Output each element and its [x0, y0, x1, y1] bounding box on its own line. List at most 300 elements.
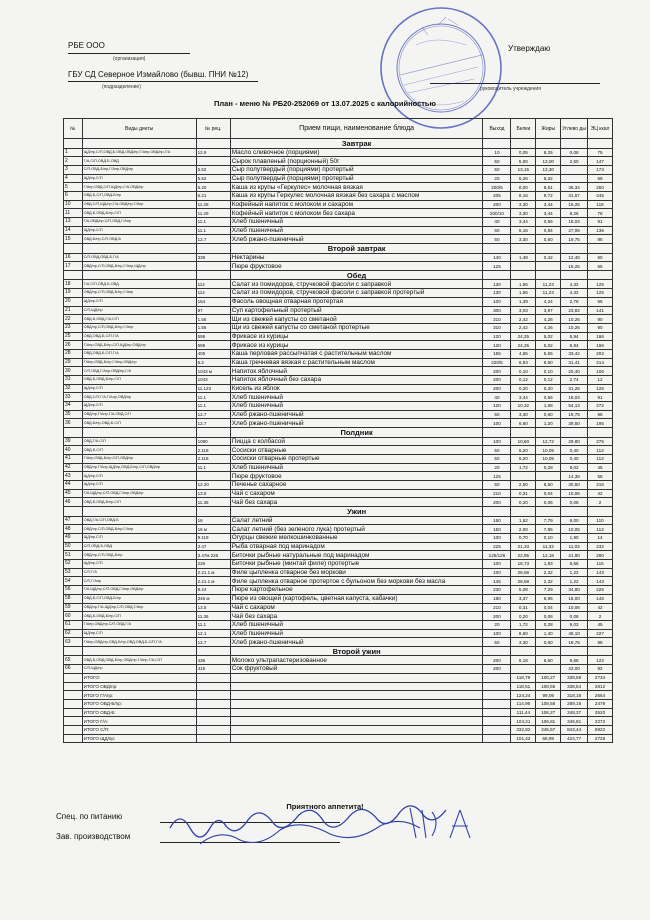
row-output: 20: [483, 174, 511, 183]
row-kcal: 225: [588, 586, 613, 595]
row-output: 200/5: [483, 183, 511, 192]
row-fat: 8,25: [536, 148, 561, 157]
row-protein: 0,20: [511, 384, 536, 393]
menu-row: [64, 332, 613, 341]
totals-spacer: [196, 673, 230, 682]
row-fat: 3,97: [536, 306, 561, 315]
head-caption: руководитель учреждения: [480, 86, 541, 92]
row-kcal: 90: [588, 315, 613, 324]
totals-label: ИТОГО:: [82, 673, 196, 682]
row-recipe-number: 11.1: [196, 218, 230, 227]
row-kcal: 42: [588, 489, 613, 498]
row-number: 23: [64, 323, 83, 332]
totals-kcal: 2812: [588, 682, 613, 691]
row-dish-name: Кисель из яблок: [230, 384, 483, 393]
row-protein: 18,73: [511, 560, 536, 569]
menu-row: [64, 455, 613, 464]
meal-spacer: [511, 270, 536, 280]
row-protein: 1,72: [511, 463, 536, 472]
row-output: 120: [483, 341, 511, 350]
row-protein: 0,05: [511, 148, 536, 157]
totals-spacer: [230, 682, 483, 691]
totals-spacer: [64, 708, 83, 717]
row-diet-codes: ОВД/пр,С/П,ОВД-Б/пр,Г/Апр,ЩД/пр: [82, 262, 196, 271]
totals-spacer: [196, 734, 230, 743]
meal-header-row: [64, 270, 613, 280]
meal-spacer: [483, 244, 511, 254]
row-output: 40: [483, 218, 511, 227]
row-fat: 0,60: [536, 638, 561, 647]
row-output: 300: [483, 306, 511, 315]
meal-spacer: [588, 507, 613, 517]
row-protein: 24,25: [511, 341, 536, 350]
meal-name: Обед: [230, 270, 483, 280]
menu-row: [64, 568, 613, 577]
totals-row: [64, 725, 613, 734]
menu-row: [64, 463, 613, 472]
row-protein: 0,20: [511, 498, 536, 507]
menu-row: [64, 341, 613, 350]
row-protein: 4,65: [511, 349, 536, 358]
row-diet-codes: Г/Апр,ОВД,С/П,ЩД/пр,Г/А,ОВД/пр: [82, 183, 196, 192]
row-dish-name: Биточки рыбные (минтай филе) протертые: [230, 560, 483, 569]
row-carbs: 19,75: [561, 410, 588, 419]
row-fat: 3,44: [536, 209, 561, 218]
row-recipe-number: [196, 472, 230, 481]
row-number: 32: [64, 384, 83, 393]
meal-spacer: [483, 270, 511, 280]
totals-fat: 108,55: [536, 682, 561, 691]
row-kcal: 42: [588, 603, 613, 612]
row-recipe-number: 12.1: [196, 629, 230, 638]
row-fat: 6,60: [536, 656, 561, 665]
col-dish-name: Прием пищи, наименование блюда: [230, 119, 483, 139]
row-number: 42: [64, 463, 83, 472]
menu-row: [64, 498, 613, 507]
row-recipe-number: 6.21: [196, 191, 230, 200]
row-diet-codes: С/П,Г/А: [82, 568, 196, 577]
row-diet-codes: ЩД/пр,С/П: [82, 297, 196, 306]
row-carbs: 36,34: [561, 183, 588, 192]
subdivision-name: ГБУ СД Северное Измайлово (бывш. ПНИ №12): [68, 70, 249, 79]
row-fat: 4,24: [536, 297, 561, 306]
meal-spacer: [561, 428, 588, 438]
totals-spacer: [230, 717, 483, 726]
row-carbs: 2,50: [561, 157, 588, 166]
row-fat: 0,04: [536, 489, 561, 498]
row-diet-codes: Г/А,ОВД/пр,С/П,ОВД,Г/Апр: [82, 218, 196, 227]
meal-spacer: [483, 428, 511, 438]
row-diet-codes: Г/Апр,ОВД-Б/пр,Г/Апр,ОВД/пр: [82, 358, 196, 367]
menu-row: [64, 472, 613, 481]
row-kcal: 214: [588, 358, 613, 367]
row-number: 61: [64, 620, 83, 629]
totals-spacer: [196, 699, 230, 708]
row-dish-name: Хлеб пшеничный: [230, 620, 483, 629]
row-carbs: 8,66: [561, 560, 588, 569]
row-number: 18: [64, 280, 83, 289]
row-carbs: 23,00: [561, 665, 588, 674]
row-diet-codes: ОВД-Б/пр,С/П,ОВД-Б: [82, 235, 196, 244]
meal-spacer: [82, 646, 196, 656]
row-diet-codes: ЩД/пр,С/П: [82, 472, 196, 481]
row-number: 51: [64, 551, 83, 560]
row-recipe-number: 405: [196, 349, 230, 358]
row-dish-name: Пюре картофельное: [230, 586, 483, 595]
meal-spacer: [196, 428, 230, 438]
meal-spacer: [196, 244, 230, 254]
row-number: 41: [64, 455, 83, 464]
row-carbs: 9,68: [561, 656, 588, 665]
row-carbs: 2,74: [561, 376, 588, 385]
row-protein: 22,95: [511, 551, 536, 560]
row-kcal: 232: [588, 542, 613, 551]
totals-spacer: [483, 708, 511, 717]
totals-spacer: [230, 691, 483, 700]
row-kcal: 216: [588, 481, 613, 490]
row-number: 16: [64, 253, 83, 262]
totals-label: ИТОГО Г/Апр:: [82, 691, 196, 700]
totals-spacer: [196, 725, 230, 734]
row-recipe-number: [196, 262, 230, 271]
row-number: 52: [64, 560, 83, 569]
row-number: 6: [64, 191, 83, 200]
row-output: 145: [483, 577, 511, 586]
menu-row: [64, 525, 613, 534]
row-recipe-number: 11.123: [196, 384, 230, 393]
row-recipe-number: 599: [196, 341, 230, 350]
menu-row: [64, 235, 613, 244]
row-kcal: 98: [588, 638, 613, 647]
row-diet-codes: ЩД/пр,С/П: [82, 226, 196, 235]
row-protein: 8,16: [511, 191, 536, 200]
row-kcal: 69: [588, 174, 613, 183]
row-dish-name: Рыба отварная под маринадом: [230, 542, 483, 551]
totals-protein: 332,82: [511, 725, 536, 734]
row-output: 200: [483, 498, 511, 507]
row-fat: 2,32: [536, 577, 561, 586]
row-protein: 3,30: [511, 200, 536, 209]
row-fat: 12,18: [536, 551, 561, 560]
row-protein: 21,33: [511, 542, 536, 551]
row-number: 15: [64, 235, 83, 244]
row-protein: 6,93: [511, 358, 536, 367]
meal-spacer: [561, 244, 588, 254]
row-number: 13: [64, 218, 83, 227]
row-diet-codes: С/П,ОВД,Г/Апр,ОВД/пр,Г/А: [82, 367, 196, 376]
menu-row: [64, 367, 613, 376]
row-recipe-number: 1.56: [196, 315, 230, 324]
menu-row: [64, 638, 613, 647]
row-dish-name: Сок фруктовый: [230, 665, 483, 674]
meal-spacer: [561, 646, 588, 656]
row-output: 130: [483, 280, 511, 289]
row-protein: 5,20: [511, 455, 536, 464]
row-protein: 0,31: [511, 603, 536, 612]
meal-spacer: [64, 507, 83, 517]
row-diet-codes: ОВД/пр,Г/Апр,Г/А,ОВД,С/П: [82, 410, 196, 419]
row-output: 40: [483, 393, 511, 402]
row-number: 22: [64, 315, 83, 324]
row-diet-codes: Г/Апр,ОВД/пр,ОВД-Б/пр,ОВД,ОВД-Б,С/П,Г/А: [82, 638, 196, 647]
menu-row: [64, 594, 613, 603]
row-protein: 3,30: [511, 638, 536, 647]
menu-row: [64, 481, 613, 490]
totals-spacer: [230, 699, 483, 708]
totals-protein: 124,24: [511, 691, 536, 700]
row-number: 48: [64, 525, 83, 534]
row-output: 130: [483, 289, 511, 298]
row-diet-codes: Г/А,С/П,ОВД-Б,ОВД: [82, 157, 196, 166]
row-fat: 0,20: [536, 384, 561, 393]
row-number: 44: [64, 481, 83, 490]
row-carbs: 10,26: [561, 315, 588, 324]
row-recipe-number: 11.1: [196, 402, 230, 411]
row-diet-codes: ЩД/пр,С/П: [82, 481, 196, 490]
row-dish-name: Пюре из овощей (картофель, цветная капуста, кабачки): [230, 594, 483, 603]
row-carbs: 5,94: [561, 341, 588, 350]
row-protein: 1,56: [511, 289, 536, 298]
row-output: 310: [483, 315, 511, 324]
meal-spacer: [64, 244, 83, 254]
row-number: 56: [64, 586, 83, 595]
row-recipe-number: 3.47: [196, 542, 230, 551]
row-recipe-number: 599: [196, 332, 230, 341]
row-protein: 3,44: [511, 218, 536, 227]
row-dish-name: Чай без сахара: [230, 612, 483, 621]
row-number: 66: [64, 665, 83, 674]
row-kcal: 195: [588, 419, 613, 428]
row-number: 4: [64, 174, 83, 183]
menu-row: [64, 560, 613, 569]
meal-spacer: [511, 646, 536, 656]
row-number: 60: [64, 612, 83, 621]
row-protein: 2,00: [511, 525, 536, 534]
col-recipe: № рец.: [196, 119, 230, 139]
meal-spacer: [82, 428, 196, 438]
row-fat: 12,72: [536, 437, 561, 446]
row-recipe-number: 114: [196, 289, 230, 298]
row-dish-name: Печенье сахарное: [230, 481, 483, 490]
menu-row: [64, 148, 613, 157]
row-diet-codes: ОВД,ОВД-Б,С/П,Г/А: [82, 349, 196, 358]
row-dish-name: Напиток яблочный: [230, 367, 483, 376]
row-diet-codes: ОВД-Б,ОВД-Б/пр,С/П: [82, 209, 196, 218]
row-fat: 8,61: [536, 183, 561, 192]
row-carbs: 18,04: [561, 218, 588, 227]
row-recipe-number: 11.36: [196, 498, 230, 507]
row-protein: 3,37: [511, 594, 536, 603]
row-recipe-number: 12.7: [196, 419, 230, 428]
row-output: 150: [483, 525, 511, 534]
totals-carbs: 348,37: [561, 708, 588, 717]
menu-row: [64, 656, 613, 665]
menu-row: [64, 349, 613, 358]
row-carbs: 8,26: [561, 209, 588, 218]
row-kcal: 125: [588, 289, 613, 298]
row-fat: 0,04: [536, 603, 561, 612]
meal-spacer: [561, 139, 588, 149]
col-output: Выход: [483, 119, 511, 139]
menu-row: [64, 665, 613, 674]
totals-spacer: [64, 734, 83, 743]
row-protein: 10,60: [511, 437, 536, 446]
row-output: 125: [483, 262, 511, 271]
row-diet-codes: ОВД/пр,С/П,ОВД-Б/пр,Г/Апр: [82, 525, 196, 534]
row-protein: 0,20: [511, 612, 536, 621]
row-fat: [536, 472, 561, 481]
row-dish-name: Фрикасе из курицы: [230, 332, 483, 341]
row-dish-name: Хлеб ржано-пшеничный: [230, 638, 483, 647]
totals-protein: 114,96: [511, 699, 536, 708]
subdivision-caption: (подразделение): [102, 84, 141, 90]
row-dish-name: Фасоль овощная отварная протертая: [230, 297, 483, 306]
row-output: 310: [483, 323, 511, 332]
row-recipe-number: 2.21.1 м: [196, 568, 230, 577]
row-number: 2: [64, 157, 83, 166]
meal-spacer: [588, 428, 613, 438]
row-carbs: 20,40: [561, 367, 588, 376]
row-recipe-number: 11.29: [196, 209, 230, 218]
row-fat: 7,85: [536, 525, 561, 534]
menu-row: [64, 165, 613, 174]
row-dish-name: Щи из свежей капусты со сметаной: [230, 315, 483, 324]
meal-header-row: [64, 139, 613, 149]
row-kcal: 126: [588, 384, 613, 393]
row-dish-name: Салат летний: [230, 516, 483, 525]
row-protein: 6,18: [511, 656, 536, 665]
totals-row: [64, 708, 613, 717]
meal-spacer: [196, 270, 230, 280]
row-dish-name: Чай без сахара: [230, 498, 483, 507]
row-protein: 10,32: [511, 402, 536, 411]
row-protein: 5,16: [511, 226, 536, 235]
col-kcal: ЭЦ ккал: [588, 119, 613, 139]
row-number: 25: [64, 332, 83, 341]
meal-spacer: [588, 270, 613, 280]
row-carbs: 1,22: [561, 577, 588, 586]
menu-row: [64, 253, 613, 262]
row-protein: 8,00: [511, 183, 536, 192]
totals-kcal: 2728: [588, 734, 613, 743]
row-dish-name: Щи из свежей капусты со сметаной протертые: [230, 323, 483, 332]
meal-spacer: [64, 428, 83, 438]
row-kcal: 75: [588, 148, 613, 157]
row-carbs: 1,90: [561, 534, 588, 543]
meal-spacer: [511, 139, 536, 149]
menu-table: [63, 118, 613, 743]
row-number: 1: [64, 148, 83, 157]
totals-spacer: [196, 691, 230, 700]
row-dish-name: Суп картофельный протертый: [230, 306, 483, 315]
totals-carbs: 424,77: [561, 734, 588, 743]
row-kcal: 202: [588, 349, 613, 358]
totals-row: [64, 699, 613, 708]
row-output: 100: [483, 419, 511, 428]
row-carbs: 34,80: [561, 586, 588, 595]
row-diet-codes: Г/А,ЩД/пр,С/П,ОВД,Г/Апр,ОВД/пр: [82, 489, 196, 498]
row-protein: 1,39: [511, 297, 536, 306]
row-carbs: 0,40: [561, 446, 588, 455]
row-recipe-number: 3.47м 226: [196, 551, 230, 560]
row-carbs: 0,08: [561, 612, 588, 621]
menu-row: [64, 323, 613, 332]
row-diet-codes: ОВД-Б,ОВД-Б/пр,С/П: [82, 612, 196, 621]
row-output: 210: [483, 603, 511, 612]
row-fat: 1,40: [536, 629, 561, 638]
totals-fat: 68,99: [536, 734, 561, 743]
row-dish-name: Пюре фруктовое: [230, 262, 483, 271]
row-fat: 0,42: [536, 253, 561, 262]
totals-kcal: 2272: [588, 717, 613, 726]
row-carbs: 18,04: [561, 393, 588, 402]
row-number: 59: [64, 603, 83, 612]
row-number: 65: [64, 656, 83, 665]
menu-row: [64, 226, 613, 235]
row-fat: 7,29: [536, 586, 561, 595]
row-recipe-number: 226: [196, 560, 230, 569]
row-diet-codes: ОВД/пр,Г/А,ЩД/пр,С/П,ОВД,Г/Апр: [82, 603, 196, 612]
row-recipe-number: 11.1: [196, 620, 230, 629]
row-diet-codes: Г/Апр,ОВД-Б/пр,С/П,ЩД/пр,ОВД/пр: [82, 341, 196, 350]
row-number: 43: [64, 472, 83, 481]
row-dish-name: Масло сливочное (порциями): [230, 148, 483, 157]
row-recipe-number: 97: [196, 306, 230, 315]
row-number: 5: [64, 183, 83, 192]
row-recipe-number: 8.24: [196, 586, 230, 595]
row-carbs: 9,02: [561, 620, 588, 629]
totals-spacer: [64, 691, 83, 700]
totals-spacer: [230, 673, 483, 682]
menu-row: [64, 384, 613, 393]
totals-spacer: [196, 717, 230, 726]
row-output: 150: [483, 516, 511, 525]
round-seal-stamp: [378, 5, 504, 131]
row-kcal: 113: [588, 455, 613, 464]
totals-spacer: [64, 699, 83, 708]
totals-spacer: [230, 708, 483, 717]
row-fat: [536, 665, 561, 674]
row-output: 50: [483, 410, 511, 419]
row-output: 100: [483, 568, 511, 577]
row-kcal: 147: [588, 157, 613, 166]
row-recipe-number: 13.5: [196, 489, 230, 498]
totals-kcal: 2479: [588, 699, 613, 708]
row-kcal: 275: [588, 437, 613, 446]
row-output: 210: [483, 489, 511, 498]
totals-row: [64, 691, 613, 700]
row-number: 45: [64, 489, 83, 498]
menu-title: План - меню № РБ20-252069 от 13.07.2025 с калорийностью: [214, 99, 436, 108]
row-dish-name: Пюре фруктовое: [230, 472, 483, 481]
totals-protein: 111,44: [511, 708, 536, 717]
row-fat: 4,26: [536, 323, 561, 332]
org-name: РБЕ ООО: [68, 41, 105, 50]
totals-fat: 245,57: [536, 725, 561, 734]
row-fat: 7,79: [536, 516, 561, 525]
row-carbs: 31,67: [561, 191, 588, 200]
row-number: 26: [64, 341, 83, 350]
row-dish-name: Чай с сахаром: [230, 603, 483, 612]
row-number: 33: [64, 393, 83, 402]
row-output: 20: [483, 620, 511, 629]
row-protein: 0,10: [511, 367, 536, 376]
row-kcal: 98: [588, 410, 613, 419]
row-number: 30: [64, 367, 83, 376]
meal-name: Завтрак: [230, 139, 483, 149]
row-recipe-number: 11.36: [196, 612, 230, 621]
row-output: 60: [483, 226, 511, 235]
